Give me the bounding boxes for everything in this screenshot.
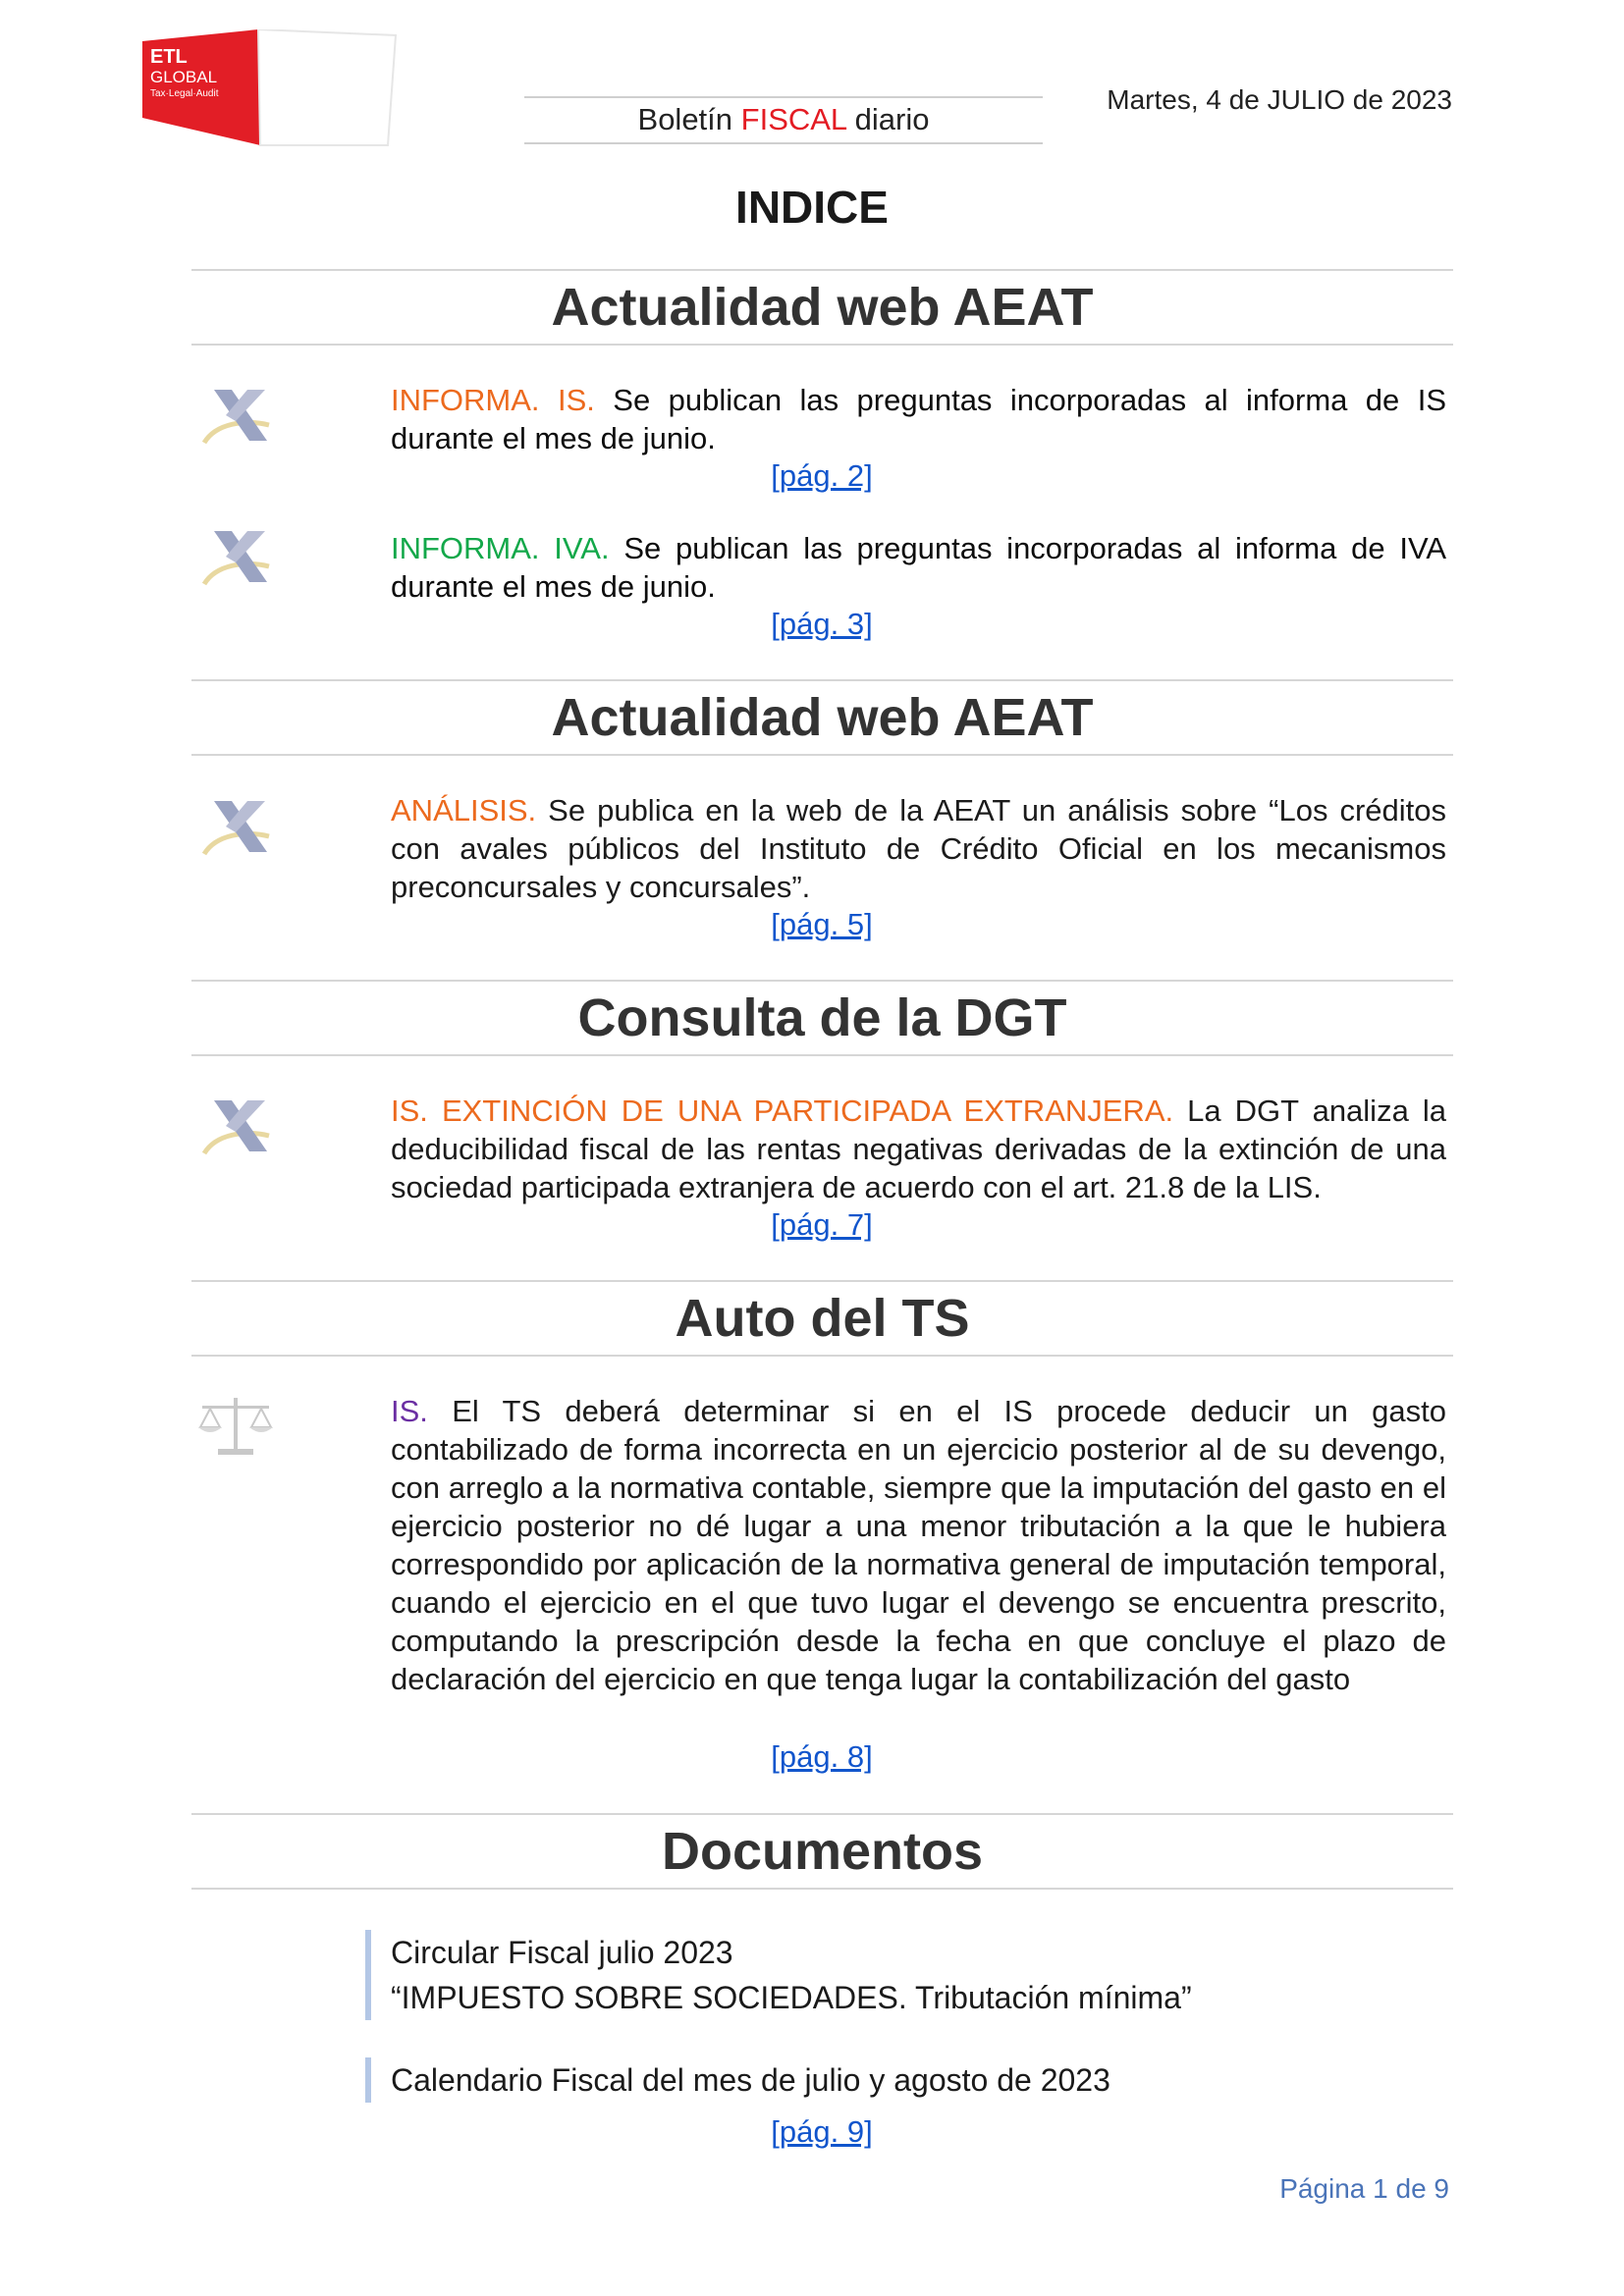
page-link-7[interactable]: [pág. 7] xyxy=(771,1207,873,1242)
etl-logo-icon xyxy=(142,29,398,149)
page-link-3[interactable]: [pág. 3] xyxy=(771,607,873,641)
document-title: Circular Fiscal julio 2023 xyxy=(391,1935,733,1970)
page-link-5[interactable]: [pág. 5] xyxy=(771,907,873,941)
page-link-2[interactable]: [pág. 2] xyxy=(771,458,873,493)
svg-text:Tax·Legal·Audit: Tax·Legal·Audit xyxy=(150,88,219,99)
svg-text:ETL: ETL xyxy=(150,46,188,68)
section-title-auto-ts: Auto del TS xyxy=(191,1280,1453,1357)
etl-global-logo xyxy=(142,29,398,149)
section-title-aeat-1: Actualidad web AEAT xyxy=(191,269,1453,346)
aeat-logo-icon xyxy=(196,1093,275,1161)
balance-scale-icon xyxy=(196,1392,275,1461)
index-title: INDICE xyxy=(735,182,889,233)
section-title-aeat-2: Actualidad web AEAT xyxy=(191,679,1453,756)
aeat-logo-icon xyxy=(196,523,275,592)
section-title-documentos: Documentos xyxy=(191,1813,1453,1890)
svg-text:GLOBAL: GLOBAL xyxy=(150,68,218,86)
document-circular-fiscal[interactable] xyxy=(365,1930,1445,2020)
document-calendario-fiscal[interactable] xyxy=(365,2057,1445,2103)
entry-informa-is: INFORMA. IS. Se publican las preguntas incorporadas al informa de IS durante el mes de junio. xyxy=(391,383,1446,455)
page-number: Página 1 de 9 xyxy=(1279,2173,1449,2204)
entry-analisis: ANÁLISIS. Se publica en la web de la AEAT un análisis sobre “Los créditos con avales públicos del Instituto de Crédito Oficial en los mecanismos preconcursales y concursales”. xyxy=(391,793,1446,904)
page-link-9[interactable]: [pág. 9] xyxy=(771,2114,873,2149)
aeat-logo-icon xyxy=(196,793,275,862)
document-title: Calendario Fiscal del mes de julio y agosto de 2023 xyxy=(391,2062,1110,2098)
page-link-8[interactable]: [pág. 8] xyxy=(771,1739,873,1774)
bulletin-title: Boletín FISCAL diario xyxy=(524,96,1043,144)
entry-auto-ts-is: IS. El TS deberá determinar si en el IS procede deducir un gasto contabilizado de forma incorrecta en un ejercicio posterior al de su devengo, con arreglo a la normativa contable, siempre que la imputación del gasto en el ejercicio posterior no dé lugar a una menor tributación a la que le hubiera correspondido por aplicación de la normativa general de imputación temporal, cuando el ejercicio en el que tuvo lugar el devengo se encuentra prescrito, computando la prescripción desde la fecha en que concluye el plazo de declaración del ejercicio en que tenga lugar la contabilización del gasto xyxy=(391,1394,1446,1696)
section-title-dgt: Consulta de la DGT xyxy=(191,980,1453,1056)
entry-extincion-participada: IS. EXTINCIÓN DE UNA PARTICIPADA EXTRANJERA. La DGT analiza la deducibilidad fiscal de las rentas negativas derivadas de la extinción de una sociedad participada extranjera de acuerdo con el art. 21.8 de la LIS. xyxy=(391,1094,1446,1204)
bulletin-date: Martes, 4 de JULIO de 2023 xyxy=(1107,84,1452,115)
document-subtitle: “IMPUESTO SOBRE SOCIEDADES. Tributación mínima” xyxy=(391,1980,1192,2015)
aeat-logo-icon xyxy=(196,382,275,451)
entry-informa-iva: INFORMA. IVA. Se publican las preguntas incorporadas al informa de IVA durante el mes de junio. xyxy=(391,531,1446,604)
